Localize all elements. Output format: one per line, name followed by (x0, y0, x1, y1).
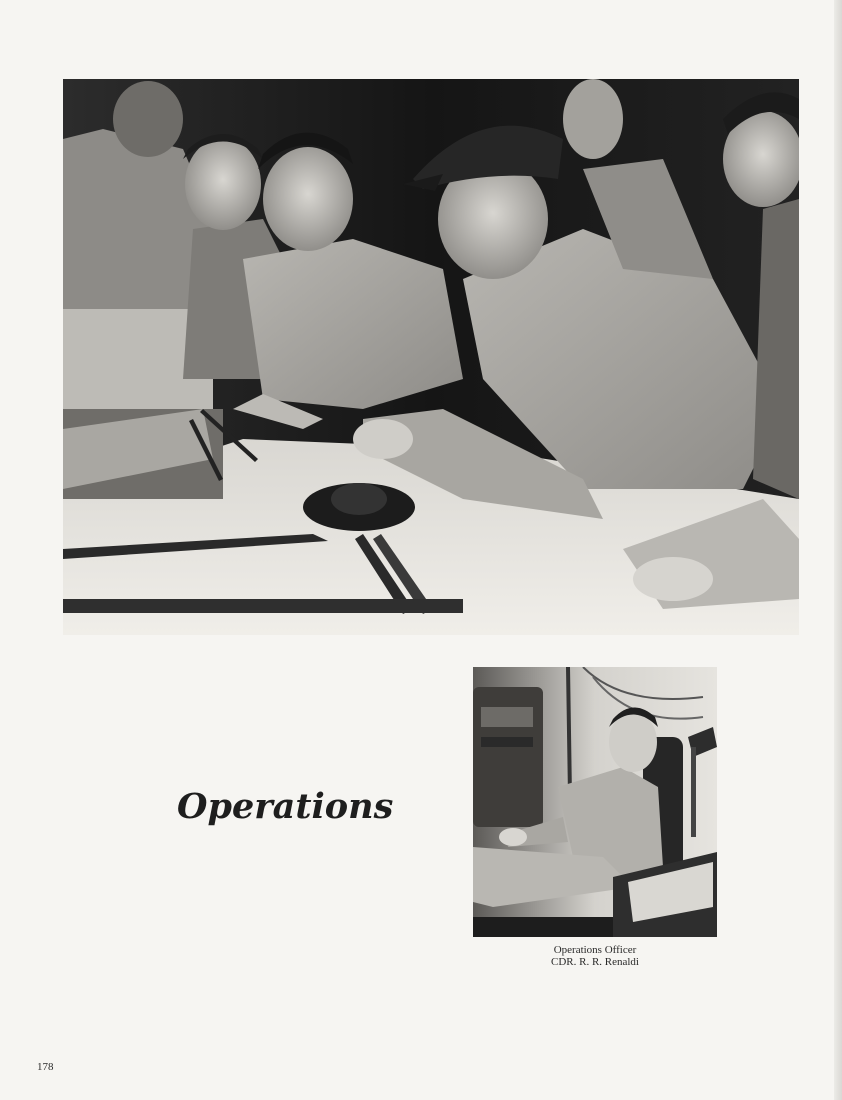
caption-title: Operations Officer (553, 944, 637, 956)
caption-name: CDR. R. R. Renaldi (550, 956, 639, 968)
main-photo-image (63, 79, 799, 635)
section-title: Operations (177, 786, 394, 827)
officer-photo (473, 667, 717, 937)
officer-photo-image (473, 667, 717, 937)
main-photo (63, 79, 799, 635)
page-edge (834, 0, 842, 1100)
page-number: 178 (37, 1061, 54, 1073)
officer-caption (473, 944, 717, 968)
